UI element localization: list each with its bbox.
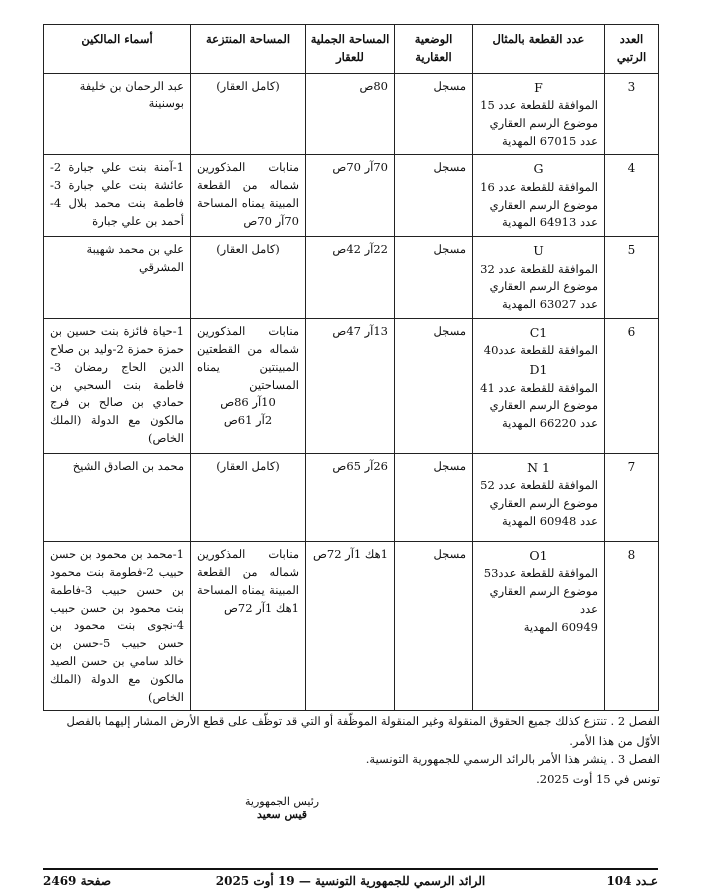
row-total-area: 13آر 47ص — [306, 319, 395, 454]
row-status: مسجل — [395, 454, 473, 542]
plot-line: موضوع الرسم العقاري — [489, 115, 598, 130]
row-total-area: 80ص — [306, 73, 395, 155]
row-owners: علي بن محمد شهيبة المشرقي — [44, 237, 191, 319]
plot-code: U — [533, 243, 544, 259]
footer-page: صفحة 2469 — [43, 874, 112, 888]
row-rank: 6 — [605, 319, 659, 454]
row-expropriated-area: (كامل العقار) — [191, 73, 306, 155]
row-rank: 7 — [605, 454, 659, 542]
row-owners: 1-محمد بن محمود بن حسن حبيب 2-فطومة بنت محمود بن حسن حبيب 3-فاطمة بنت محمود بن حسن حبيب 4-نجوى بنت محمود بن حسن حبيب 5-حسن بن خالد سامي بن حسن الصيد مالكون مع الدولة (الملك الخاص) — [44, 542, 191, 711]
table-row — [44, 319, 659, 454]
page-footer — [43, 868, 658, 890]
plot-code-second: D1 — [529, 362, 548, 378]
plot-code: C1 — [529, 325, 548, 341]
row-rank: 5 — [605, 237, 659, 319]
row-status: مسجل — [395, 237, 473, 319]
header-plot: عدد القطعة بالمثال — [473, 25, 605, 74]
table-row — [44, 454, 659, 542]
plot-code: O1 — [529, 548, 548, 564]
plot-line: الموافقة للقطعة عدد 52 — [480, 478, 598, 493]
signature-name: قيس سعيد — [257, 808, 308, 821]
row-expropriated-area: منابات المذكورين شماله من القطعة المبينة يمناه المساحة 70آر 70ص — [191, 155, 306, 237]
chapter-2: الفصل 2 . تنتزع كذلك جميع الحقوق المنقولة وغير المنقولة الموظّفة أو التي قد توظّف على قطع الأرض المشار إليهما بالفصل الأوّل من هذا الأمر. — [66, 714, 660, 748]
row-total-area: 1هك 1آر 72ص — [306, 542, 395, 711]
row-total-area: 70آر 70ص — [306, 155, 395, 237]
plot-line: عدد 67015 المهدية — [502, 133, 598, 148]
row-plot — [473, 542, 605, 711]
row-plot — [473, 73, 605, 155]
plot-line: موضوع الرسم العقاري — [489, 584, 598, 599]
signing-date: تونس في 15 أوت 2025. — [536, 772, 660, 786]
plot-code: F — [534, 79, 543, 95]
plot-line: عدد 64913 المهدية — [502, 215, 598, 230]
row-expropriated-area: (كامل العقار) — [191, 237, 306, 319]
row-owners: محمد بن الصادق الشيخ — [44, 454, 191, 542]
row-owners: عبد الرحمان بن خليفة بوسنينة — [44, 73, 191, 155]
row-plot — [473, 454, 605, 542]
header-rank: العدد الرتبي — [605, 25, 659, 74]
row-status: مسجل — [395, 542, 473, 711]
table-row — [44, 542, 659, 711]
expropriated-area-value: 10آر 86ص — [220, 395, 276, 410]
row-expropriated-area: منابات المذكورين شماله من القطعة المبينة يمناه المساحة 1هك 1آر 72ص — [191, 542, 306, 711]
footer-journal: الرائد الرسمي للجمهورية التونسية — 19 أوت 2025 — [215, 874, 486, 888]
header-expropriated-area: المساحة المنتزعة — [191, 25, 306, 74]
row-rank: 4 — [605, 155, 659, 237]
plot-line: موضوع الرسم العقاري — [489, 197, 598, 212]
plot-line: الموافقة للقطعة عدد 15 — [480, 98, 598, 112]
plot-line: عدد 60948 المهدية — [502, 514, 598, 529]
row-expropriated-area: (كامل العقار) — [191, 454, 306, 542]
plot-line: الموافقة للقطعة عدد 16 — [480, 179, 598, 194]
header-owners: أسماء المالكين — [44, 25, 191, 74]
table-row — [44, 155, 659, 237]
row-expropriated-area — [191, 319, 306, 454]
row-rank: 8 — [605, 542, 659, 711]
plot-code: G — [533, 161, 544, 177]
plot-code: N 1 — [527, 460, 550, 476]
plot-line: 60949 المهدية — [523, 619, 598, 634]
plot-line: عدد 66220 المهدية — [502, 416, 598, 431]
expropriated-area-value: 2آر 61ص — [223, 413, 273, 428]
row-total-area: 26آر 65ص — [306, 454, 395, 542]
row-plot — [473, 155, 605, 237]
expropriated-text: منابات المذكورين شماله من القطعتين المبينتين يمناه المساحتين — [197, 324, 299, 392]
row-owners: 1-حياة فائزة بنت حسين بن حمزة حمزة 2-وليد بن صلاح الدين الحاج رمضان 3-فاطمة بنت السحبي بن حمادي بن صالح بن فرج مالكون مع الدولة (الملك الخاص) — [44, 319, 191, 454]
row-plot — [473, 237, 605, 319]
signature-block — [245, 795, 319, 821]
row-status: مسجل — [395, 155, 473, 237]
row-total-area: 22آر 42ص — [306, 237, 395, 319]
plot-line: الموافقة للقطعة عدد 32 — [480, 261, 598, 276]
plot-line: الموافقة للقطعة عدد40 — [483, 343, 598, 358]
plot-line: موضوع الرسم العقاري — [489, 398, 598, 413]
plot-line: عدد — [579, 602, 598, 617]
plot-line: الموافقة للقطعة عدد 41 — [480, 380, 598, 395]
header-total-area: المساحة الجملية للعقار — [306, 25, 395, 74]
signature-title: رئيس الجمهورية — [245, 795, 320, 808]
table-row — [44, 73, 659, 155]
expropriation-table — [43, 24, 659, 711]
chapter-3: الفصل 3 . ينشر هذا الأمر بالرائد الرسمي للجمهورية التونسية. — [365, 752, 660, 766]
plot-line: عدد 63027 المهدية — [502, 297, 598, 312]
plot-line: الموافقة للقطعة عدد53 — [483, 566, 598, 581]
plot-line: موضوع الرسم العقاري — [489, 279, 598, 294]
row-status: مسجل — [395, 319, 473, 454]
row-owners: 1-آمنة بنت علي جبارة 2-عائشة بنت علي جبارة 3-فاطمة بنت محمد بلال 4-أحمد بن علي جبارة — [44, 155, 191, 237]
row-rank: 3 — [605, 73, 659, 155]
row-plot — [473, 319, 605, 454]
plot-line: موضوع الرسم العقاري — [489, 496, 598, 511]
footer-issue: عـدد 104 — [606, 874, 658, 888]
table-row — [44, 237, 659, 319]
header-status: الوضعية العقارية — [395, 25, 473, 74]
row-status: مسجل — [395, 73, 473, 155]
table-header-row — [44, 25, 659, 74]
